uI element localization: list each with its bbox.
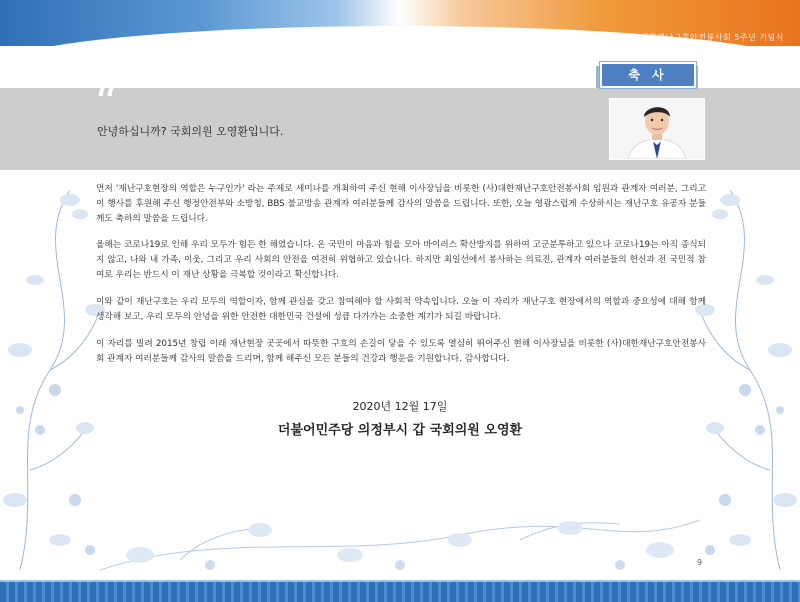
header-banner — [0, 0, 800, 46]
signature-line: 더불어민주당 의정부시 갑 국회의원 오영환 — [277, 423, 523, 438]
date-line: 2020년 12월 17일 — [352, 400, 448, 413]
floral-decoration-bottom — [100, 440, 703, 580]
greeting-text: 안녕하십니까? 국회의원 오영환입니다. — [97, 125, 284, 138]
header-title: 대한재난구호안전봉사회 5주년 기념식 — [640, 33, 784, 42]
title-tab: 축 사 — [600, 62, 696, 88]
open-quote-mark: “ — [94, 76, 118, 130]
page-number: 9 — [697, 558, 703, 567]
close-quote-mark: “ — [577, 136, 601, 190]
body-paragraph-4: 이 자리를 빌려 2015년 창립 이래 재난현장 곳곳에서 따뜻한 구호의 손길이 닿을 수 있도록 열심히 뛰어주신 현해 이사장님을 비롯한 (사)대한재난구호안전봉사회 관계자 여러분들께 감사의 말씀을 드리며, 함께 해주신 모든 분들의 건강과 행운을 기원합니다. 감사합니다. — [96, 339, 706, 364]
footer-bar — [0, 580, 800, 602]
floral-decoration-right — [690, 170, 800, 580]
body-paragraph-3: 이와 같이 재난구호는 우리 모두의 역할이자, 함께 관심을 갖고 참여해야 할 사회적 약속입니다. 오늘 이 자리가 재난구호 현장에서의 역할과 중요성에 대해 함께 생각해 보고, 우리 모두의 안녕을 위한 안전한 대한민국 건설에 성큼 다가가는 소중한 계기가 되길 바랍니다. — [96, 297, 706, 322]
portrait-photo — [609, 98, 705, 160]
person-portrait-icon — [610, 99, 704, 159]
body-paragraph-2: 올해는 코로나19로 인해 우리 모두가 힘든 한 해였습니다. 온 국민이 마음과 힘을 모아 바이러스 확산방지를 위하여 고군분투하고 있으나 코로나19는 아직 종식되지 않고, 나와 내 가족, 이웃, 그리고 우리 사회의 안전을 여전히 위협하고 있습니다. 하지만 최일선에서 봉사하는 의료진, 관계자 여러분들의 헌신과 전 국민적 참여로 우리는 반드시 이 재난 상황을 극복할 것이라고 확신합니다. — [96, 240, 706, 280]
floral-decoration-left — [0, 170, 110, 580]
body-paragraph-1: 먼저 '재난구호현장의 역할은 누구인가' 라는 주제로 세미나를 개최하여 주신 현해 이사장님을 비롯한 (사)대한재난구호안전봉사회 임원과 관계자 여러분, 그리고 이 행사를 후원해 주신 행정안전부와 소방청, BBS 불교방송 관계자 여러분들께 감사의 말씀을 드립니다. 또한, 오늘 영광스럽게 수상하시는 재난구호 유공자 분들께도 축하의 말씀을 드립니다. — [96, 184, 706, 224]
